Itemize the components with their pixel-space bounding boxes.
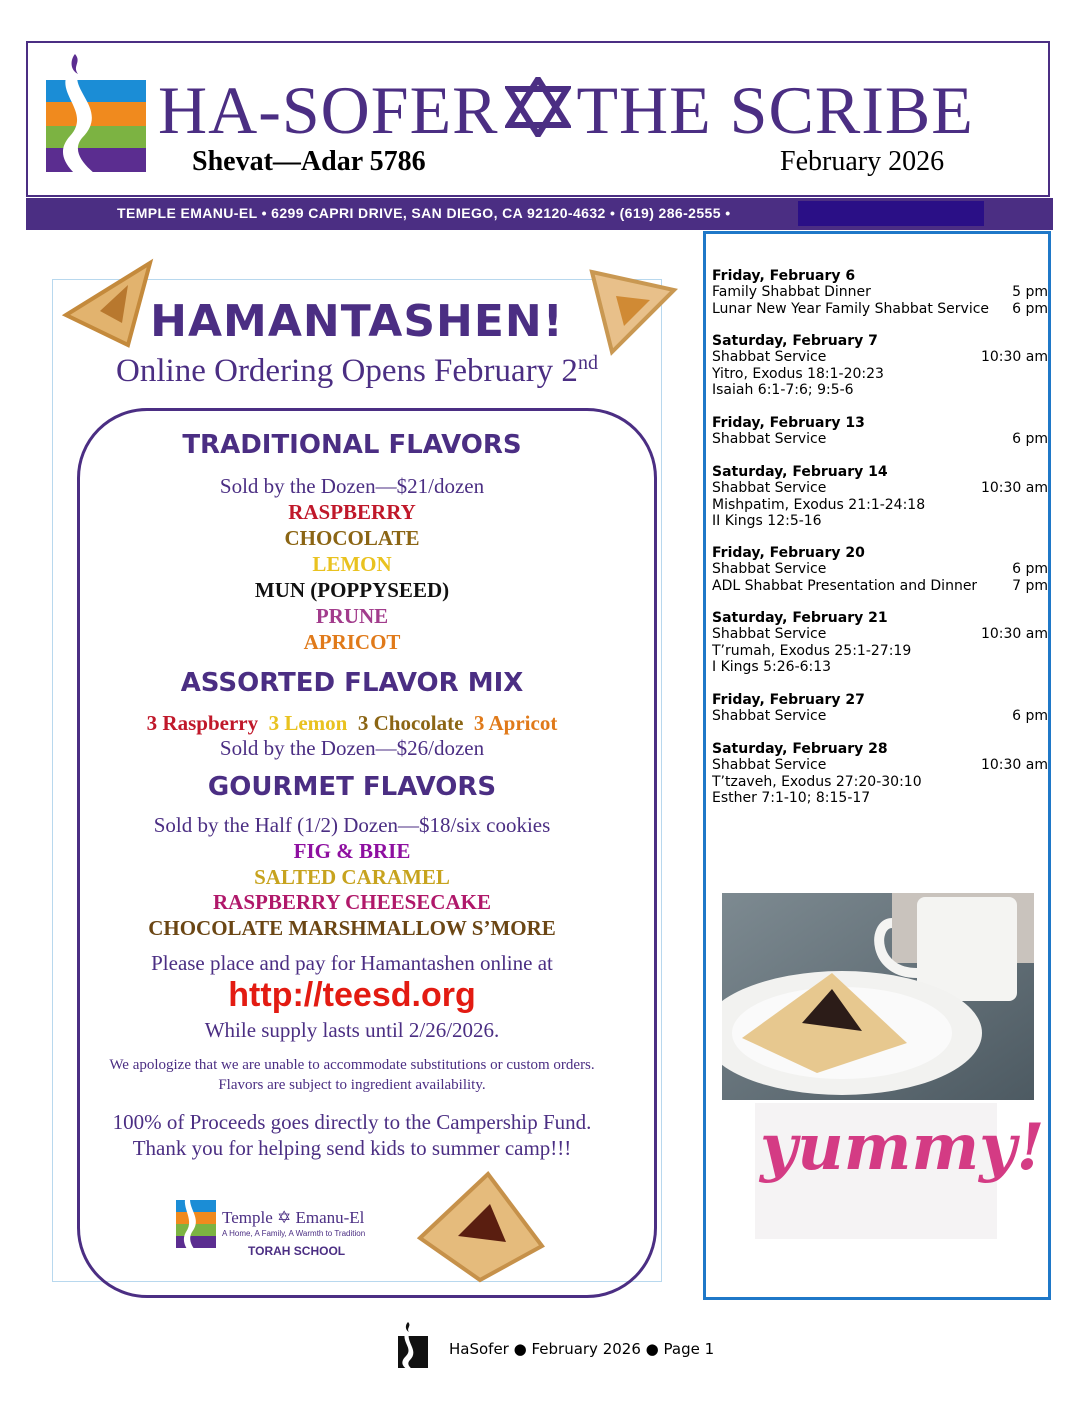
flavor-prune: PRUNE [315, 604, 389, 628]
temple-address: TEMPLE EMANU-EL • 6299 CAPRI DRIVE, SAN DIEGO, CA 92120-4632 • (619) 286-2555 • [117, 205, 731, 221]
flavor-raspberry-cheesecake: RASPBERRY CHEESECAKE [213, 890, 491, 914]
calendar-entry: Friday, February 27 Shabbat Service 6 pm [712, 692, 1048, 725]
flavor-lemon: LEMON [312, 552, 392, 576]
flavor-chocolate-smore: CHOCOLATE MARSHMALLOW S’MORE [148, 916, 556, 940]
hamantashen-pastry-icon [410, 1168, 550, 1288]
traditional-price: Sold by the Dozen—$21/dozen [219, 474, 485, 498]
torah-school-name: Temple ✡ Emanu-El [222, 1208, 365, 1227]
calendar-entry: Friday, February 6 Family Shabbat Dinner 5 pm Lunar New Year Family Shabbat Service 6 pm [712, 268, 1048, 317]
calendar-entry: Friday, February 13 Shabbat Service 6 pm [712, 415, 1048, 448]
gourmet-flavors-title: GOURMET FLAVORS [207, 772, 497, 802]
order-instructions: Please place and pay for Hamantashen online at [151, 951, 553, 975]
order-url-link[interactable]: http://teesd.org [228, 976, 476, 1014]
flavor-fig-brie: FIG & BRIE [293, 839, 411, 863]
title-hasofer: HA-SOFER [158, 72, 499, 148]
hebrew-date: Shevat—Adar 5786 [192, 146, 426, 177]
flavor-chocolate: CHOCOLATE [284, 526, 420, 550]
torah-school-logo-icon [174, 1182, 224, 1262]
assorted-mix-list: 3 Raspberry 3 Lemon 3 Chocolate 3 Apricot [146, 711, 558, 735]
address-redacted-box [798, 201, 984, 226]
flyer-heading: HAMANTASHEN! [150, 296, 564, 347]
calendar-entry: Friday, February 20 Shabbat Service 6 pm ADL Shabbat Presentation and Dinner 7 pm [712, 545, 1048, 594]
assorted-mix-title: ASSORTED FLAVOR MIX [180, 668, 524, 698]
footer-logo-icon [396, 1322, 432, 1370]
flyer-subheading: Online Ordering Opens February 2nd [116, 352, 598, 389]
calendar-entry: Saturday, February 21 Shabbat Service 10:30 am T’rumah, Exodus 25:1-27:19 I Kings 5:26-6:13 [712, 610, 1048, 675]
calendar-entry: Saturday, February 28 Shabbat Service 10:30 am T’tzaveh, Exodus 27:20-30:10 Esther 7:1-10; 8:15-17 [712, 741, 1048, 806]
issue-date: February 2026 [780, 146, 945, 177]
title-the-scribe: THE SCRIBE [576, 72, 974, 148]
gourmet-price: Sold by the Half (1/2) Dozen—$18/six cookies [153, 813, 551, 837]
calendar-entry: Saturday, February 14 Shabbat Service 10:30 am Mishpatim, Exodus 21:1-24:18 II Kings 12:5-16 [712, 464, 1048, 529]
flavor-salted-caramel: SALTED CARAMEL [254, 865, 450, 889]
availability-note: Flavors are subject to ingredient availability. [218, 1077, 486, 1093]
calendar-entry: Saturday, February 7 Shabbat Service 10:30 am Yitro, Exodus 18:1-20:23 Isaiah 6:1-7:6; 9:5-6 [712, 333, 1048, 398]
star-of-david-icon [505, 77, 571, 137]
assorted-price: Sold by the Dozen—$26/dozen [219, 736, 485, 760]
flavor-apricot: APRICOT [303, 630, 401, 654]
torah-school-tagline: A Home, A Family, A Warmth to Tradition [222, 1229, 366, 1238]
yummy-graphic: yummy! [760, 1110, 1045, 1185]
hamantashen-coffee-photo [722, 893, 1034, 1100]
temple-logo-icon [42, 48, 152, 190]
thank-you-note: Thank you for helping send kids to summer camp!!! [132, 1136, 572, 1160]
apology-note: We apologize that we are unable to accommodate substitutions or custom orders. [109, 1057, 595, 1073]
torah-school-label: TORAH SCHOOL [248, 1244, 346, 1258]
flavor-raspberry: RASPBERRY [288, 500, 416, 524]
proceeds-note: 100% of Proceeds goes directly to the Campership Fund. [112, 1110, 592, 1134]
traditional-flavors-title: TRADITIONAL FLAVORS [182, 430, 522, 460]
newsletter-title [158, 70, 974, 150]
flavor-mun: MUN (POPPYSEED) [254, 578, 450, 602]
page-footer: HaSofer ● February 2026 ● Page 1 [449, 1340, 715, 1358]
supply-deadline: While supply lasts until 2/26/2026. [204, 1018, 500, 1042]
